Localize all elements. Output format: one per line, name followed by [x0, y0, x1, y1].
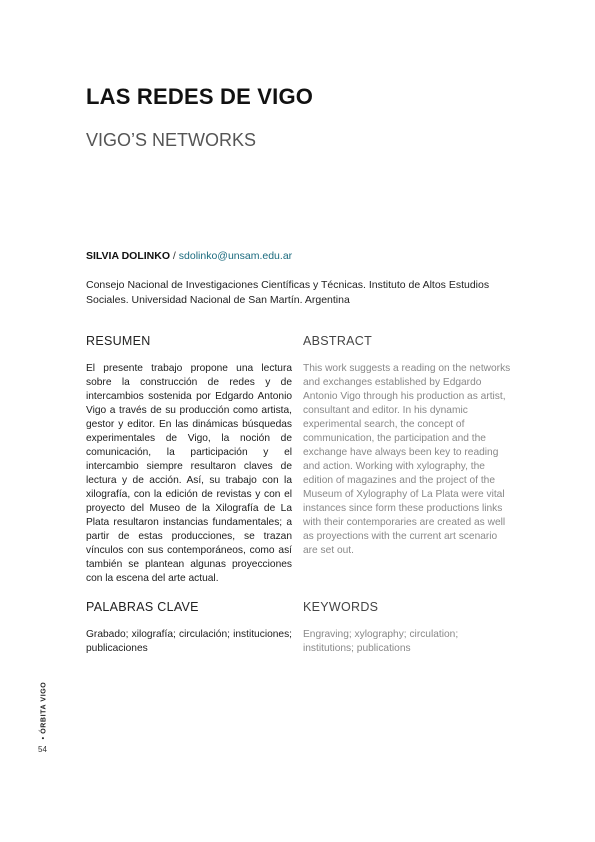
author-affiliation: Consejo Nacional de Investigaciones Científicas y Técnicas. Instituto de Altos Estudios Sociales. Universidad Nacional de San Martín. Argentina: [86, 279, 490, 306]
journal-name: • ÓRBITA VIGO: [40, 681, 48, 740]
palabras-clave-text: Grabado; xilografía; circulación; instituciones; publicaciones: [86, 629, 292, 654]
keywords-heading: KEYWORDS: [303, 600, 379, 614]
author-name: SILVIA DOLINKO: [86, 250, 170, 262]
abstract-heading: ABSTRACT: [303, 334, 373, 348]
palabras-clave-heading: PALABRAS CLAVE: [86, 600, 199, 614]
article-title: LAS REDES DE VIGO: [86, 84, 314, 109]
article-subtitle: VIGO’S NETWORKS: [86, 130, 257, 150]
author-line: [86, 250, 292, 262]
author-email-link[interactable]: sdolinko@unsam.edu.ar: [178, 250, 293, 262]
author-separator: /: [170, 250, 179, 262]
page-number: 54: [38, 745, 47, 754]
resumen-text: El presente trabajo propone una lectura sobre la construcción de redes y de intercambios sostenida por Edgardo Antonio Vigo a través de su producción como artista, gestor y editor. En las dinámicas búsquedas experimentales de Vigo, la noción de comunicación, la participación y el intercambio siempre resultaron claves de lectura y de acción. Así, su trabajo con la xilografía, con la edición de revistas y con el proyecto del Museo de la Xilografía de La Plata resultaron instancias fundamentales; a partir de estas producciones, se trazan vínculos con sus contemporáneos, como así también se plantean algunas proyecciones con la escena del arte actual.: [86, 363, 292, 584]
abstract-text: This work suggests a reading on the networks and exchanges established by Edgardo Antonio Vigo through his production as artist, consultant and editor. In his dynamic experimental search, the concept of communication, the participation and the exchange have always been key to reading and action. Working with xylography, the edition of magazines and the project of the Museum of Xylography of La Plata were vital instances since form these productions links with their contemporaries are created as well as proyections with the current art scenario are set out.: [303, 363, 511, 556]
running-head: [36, 681, 50, 745]
keywords-text: Engraving; xylography; circulation; institutions; publications: [303, 629, 459, 654]
resumen-heading: RESUMEN: [86, 334, 151, 348]
